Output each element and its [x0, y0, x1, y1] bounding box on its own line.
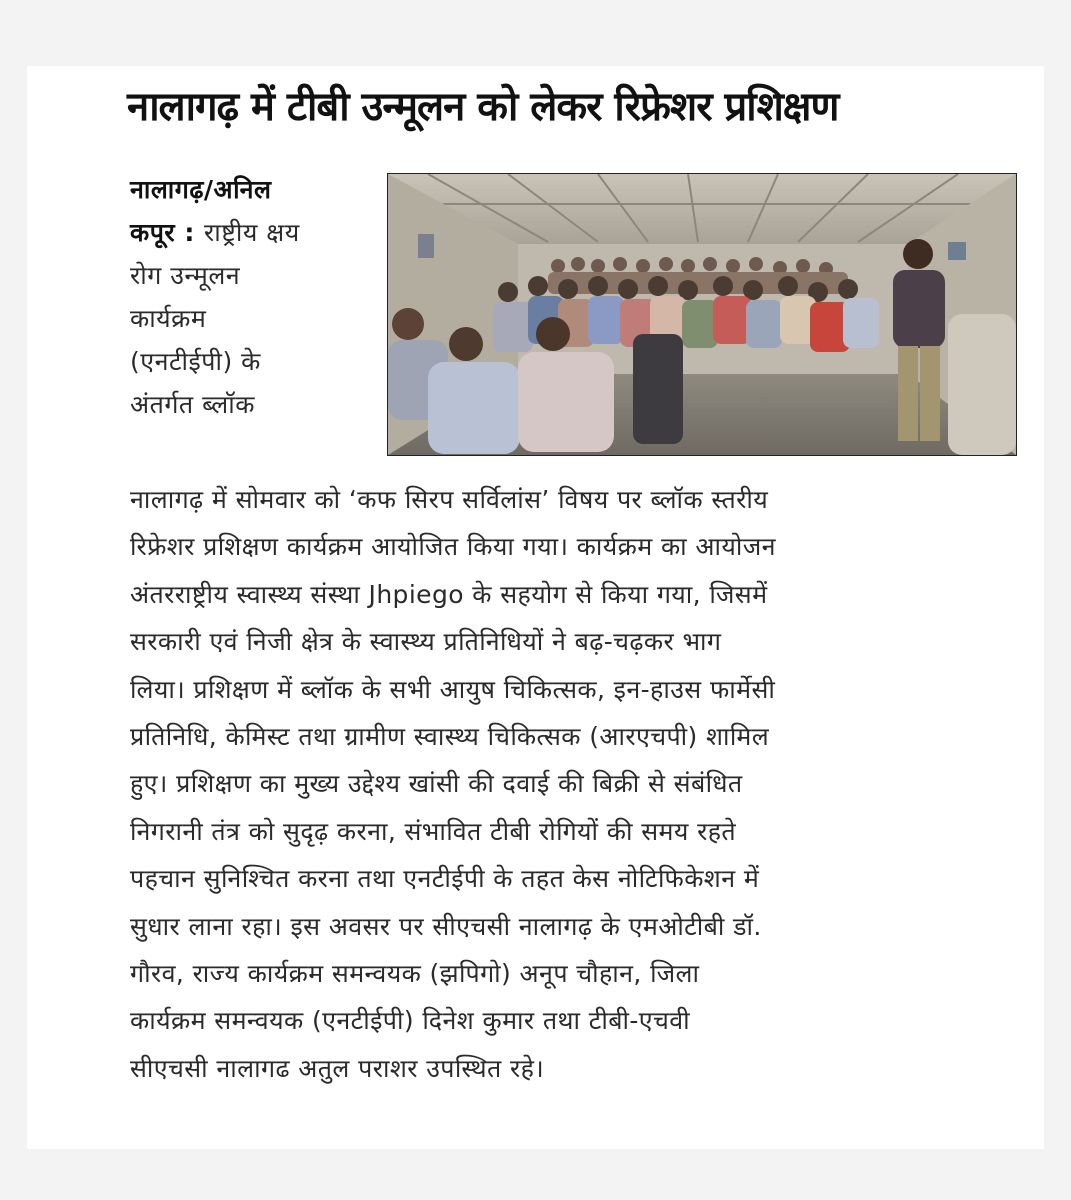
body-line: सरकारी एवं निजी क्षेत्र के स्वास्थ्य प्रतिनिधियों ने बढ़-चढ़कर भाग	[130, 627, 722, 657]
byline-line	[130, 168, 386, 211]
body-line: प्रतिनिधि, केमिस्ट तथा ग्रामीण स्वास्थ्य चिकित्सक (आरएचपी) शामिल	[130, 722, 770, 752]
intro-line: अंतर्गत ब्लॉक	[130, 390, 255, 419]
body-line: नालागढ़ में सोमवार को ‘कफ सिरप सर्विलांस’ विषय पर ब्लॉक स्तरीय	[130, 485, 769, 514]
headline: नालागढ़ में टीबी उन्मूलन को लेकर रिफ्रेशर प्रशिक्षण	[127, 84, 839, 130]
article-body	[130, 476, 1020, 1092]
body-line: सीएचसी नालागढ अतुल पराशर उपस्थित रहे।	[130, 1053, 545, 1083]
body-line: सुधार लाना रहा। इस अवसर पर सीएचसी नालागढ़ के एमओटीबी डॉ.	[130, 911, 762, 941]
byline-text: कपूर	[130, 218, 176, 247]
intro-text: राष्ट्रीय क्षय	[204, 218, 300, 247]
foreground-person	[948, 314, 1016, 455]
intro-line: कार्यक्रम	[130, 304, 207, 333]
newspaper-clipping	[27, 66, 1044, 1149]
body-line: हुए। प्रशिक्षण का मुख्य उद्देश्य खांसी की दवाई की बिक्री से संबंधित	[130, 769, 743, 799]
byline-intro-line	[130, 211, 386, 254]
body-line: गौरव, राज्य कार्यक्रम समन्वयक (झपिगो) अनूप चौहान, जिला	[130, 959, 700, 989]
intro-line: (एनटीईपी) के	[130, 347, 261, 376]
news-photo	[387, 173, 1017, 456]
body-line: निगरानी तंत्र को सुदृढ़ करना, संभावित टीबी रोगियों की समय रहते	[130, 816, 737, 846]
wall-poster	[948, 242, 966, 260]
byline-text: नालागढ़/अनिल	[130, 175, 272, 204]
byline-separator: :	[175, 218, 205, 247]
wall-poster	[418, 234, 434, 258]
body-line: कार्यक्रम समन्वयक (एनटीईपी) दिनेश कुमार तथा टीबी-एचवी	[130, 1006, 691, 1036]
body-line: लिया। प्रशिक्षण में ब्लॉक के सभी आयुष चिकित्सक, इन-हाउस फार्मेसी	[130, 674, 776, 704]
body-line: पहचान सुनिश्चित करना तथा एनटीईपी के तहत केस नोटिफिकेशन में	[130, 864, 760, 894]
training-hall-photo	[388, 174, 1016, 455]
body-line: रिफ्रेशर प्रशिक्षण कार्यक्रम आयोजित किया गया। कार्यक्रम का आयोजन	[130, 532, 776, 562]
lead-column	[130, 168, 386, 426]
body-line: अंतरराष्ट्रीय स्वास्थ्य संस्था Jhpiego के सहयोग से किया गया, जिसमें	[130, 579, 768, 609]
intro-line: रोग उन्मूलन	[130, 261, 241, 290]
